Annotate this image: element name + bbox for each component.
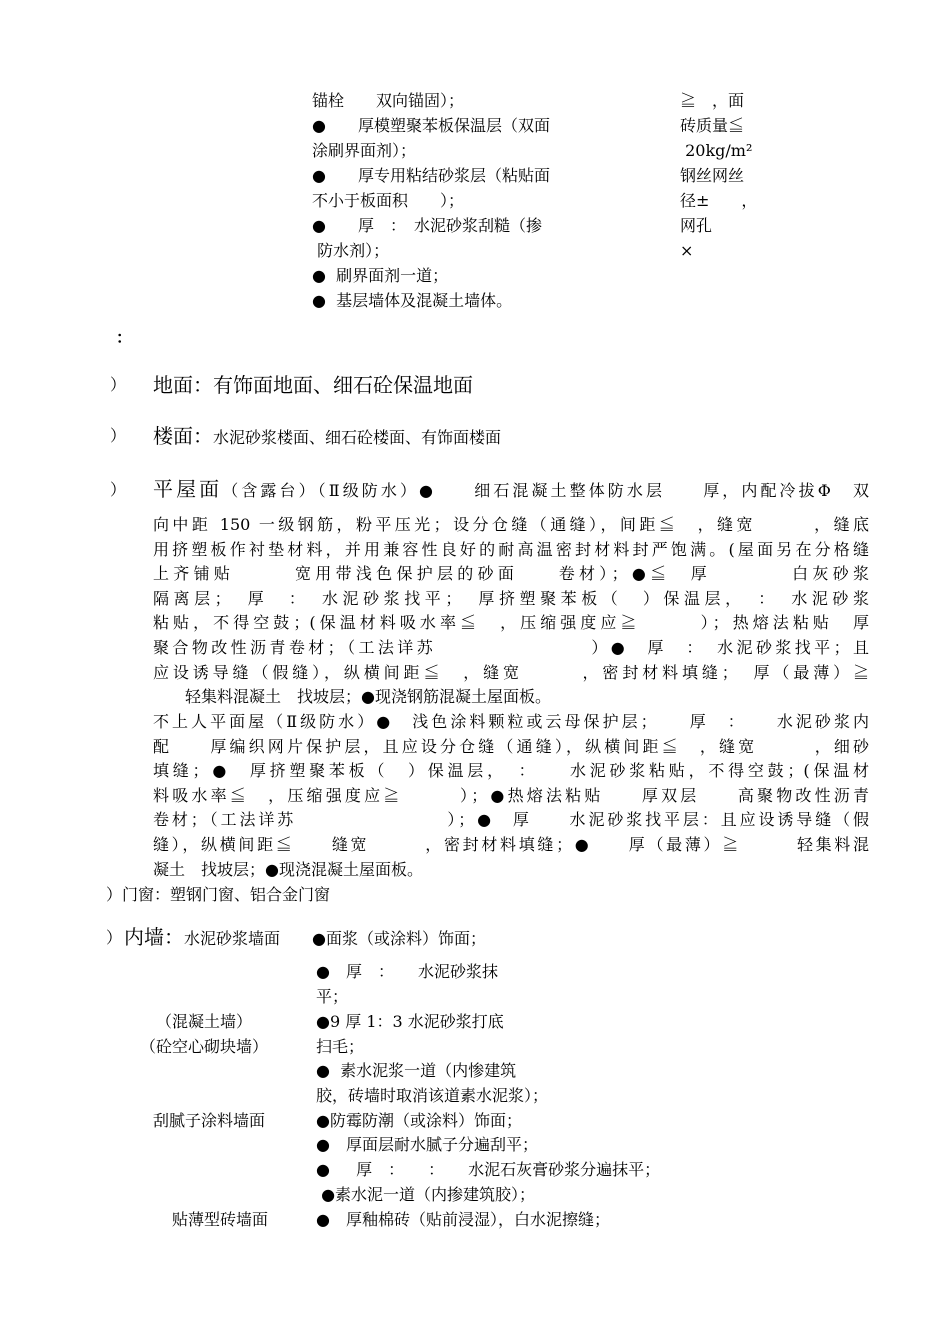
text-line: 粘贴，不得空鼓；(保温材料吸水率≦ ，压缩强度应≧ ）；热熔法粘贴 厚 <box>153 613 869 632</box>
section-heading <box>124 927 486 947</box>
wall-type-label: 贴薄型砖墙面 <box>172 1210 269 1229</box>
text-line: 涂刷界面剂）； <box>312 141 417 160</box>
heading-text: 有饰面地面、细石砼保温地面 <box>213 373 473 397</box>
text-line: 用挤塑板作衬垫材料，并用兼容性良好的耐高温密封材料封严饱满。(屋面另在分格缝 <box>153 540 869 559</box>
wall-type-label: （混凝土墙） <box>156 1012 253 1031</box>
heading-text: 水泥砂浆墙面 ●面浆（或涂料）饰面； <box>184 929 486 948</box>
text-line: 胶，砖墙时取消该道素水泥浆）； <box>316 1086 549 1105</box>
text-line: ≧ ，面 <box>680 91 745 110</box>
text-line: 径± ， <box>680 191 758 210</box>
text-line: ● 厚 ： 水泥砂浆刮糙（掺 <box>312 216 542 235</box>
text-line: 不小于板面积 ）； <box>312 191 465 210</box>
text-line: 扫毛； <box>316 1037 365 1056</box>
text-line: 平； <box>316 987 349 1006</box>
text-line: ● 素水泥浆一道（内惨建筑 <box>316 1061 517 1080</box>
text-line: 聚合物改性沥青卷材；（工法详苏 ）● 厚 ： 水泥砂浆找平；且 <box>153 638 869 657</box>
text-line: 卷材；（工法详苏 ）；● 厚 水泥砂浆找平层：且应设诱导缝（假 <box>153 810 869 829</box>
wall-type-label: （砼空心砌块墙） <box>140 1037 269 1056</box>
section-heading <box>153 375 473 395</box>
text-line: （含露台）（Ⅱ级防水）● 细石混凝土整体防水层 厚，内配冷拔Φ 双 <box>222 481 869 500</box>
text-line: 20kg/m² <box>680 141 753 160</box>
text-line: 锚栓 双向锚固）； <box>312 91 465 110</box>
text-line: ● 刷界面剂一道； <box>312 266 449 285</box>
text-line: 钢丝网丝 <box>680 166 745 185</box>
text-line: ● 厚模塑聚苯板保温层（双面 <box>312 116 550 135</box>
text-line: 不上人平面屋（Ⅱ级防水）● 浅色涂料颗粒或云母保护层； 厚 ： 水泥砂浆内 <box>153 712 869 731</box>
section-heading <box>153 426 501 446</box>
text-line: 料吸水率≦ ，压缩强度应≧ ）；●热熔法粘贴 厚双层 高聚物改性沥青 <box>153 786 869 805</box>
text-line: 填缝；● 厚挤塑聚苯板（ ）保温层， ： 水泥砂浆粘贴，不得空鼓；(保温材 <box>153 761 869 780</box>
text-line: ● 厚 ： ： 水泥石灰膏砂浆分遍抹平； <box>316 1160 661 1179</box>
text-line: × <box>680 241 694 260</box>
text-line: 配 厚编织网片保护层，且应设分仓缝（通缝），纵横间距≦ ，缝宽 ，细砂 <box>153 737 869 756</box>
text-line: 应设诱导缝（假缝），纵横间距≦ ，缝宽 ，密封材料填缝； 厚（最薄）≧ <box>153 663 869 682</box>
text-line: ● 厚专用粘结砂浆层（粘贴面 <box>312 166 550 185</box>
text-line: 缝），纵横间距≦ 缝宽 ，密封材料填缝；● 厚（最薄）≧ 轻集料混 <box>153 835 869 854</box>
section-number: ） <box>110 426 127 445</box>
text-line: 砖质量≦ <box>680 116 745 135</box>
text-line: 网孔 <box>680 216 713 235</box>
text-line: ● 厚 ： 水泥砂浆抹 <box>316 962 498 981</box>
text-line: 防水剂）； <box>312 241 390 260</box>
text-line: 向中距 150 一级钢筋，粉平压光；设分仓缝（通缝），间距≦ ，缝宽 ，缝底 <box>153 515 869 534</box>
text-line: ● 厚釉棉砖（贴前浸湿），白水泥擦缝； <box>316 1210 610 1229</box>
roof-first-line <box>153 479 869 499</box>
heading-label: 楼面： <box>153 424 213 448</box>
heading-label: 内墙： <box>124 925 184 949</box>
section-number: ） <box>106 928 123 947</box>
text-line: ●素水泥一道（内掺建筑胶）； <box>316 1185 536 1204</box>
wall-type-label: 刮腻子涂料墙面 <box>153 1111 266 1130</box>
text-line: ●9 厚 1：3 水泥砂浆打底 <box>316 1012 504 1031</box>
text-line: 隔离层； 厚 ： 水泥砂浆找平； 厚挤塑聚苯板（ ）保温层， ： 水泥砂浆 <box>153 589 869 608</box>
text-line: ● 厚面层耐水腻子分遍刮平； <box>316 1135 538 1154</box>
section-number: ） <box>110 375 127 394</box>
text-line: ● 基层墙体及混凝土墙体。 <box>312 291 513 310</box>
heading-label: 地面： <box>153 373 213 397</box>
heading-text: 水泥砂浆楼面、细石砼楼面、有饰面楼面 <box>213 428 502 447</box>
windows-doors-line: ）门窗：塑钢门窗、铝合金门窗 <box>106 885 331 904</box>
section-colon: ： <box>116 328 133 347</box>
heading-label: 平屋面 <box>153 477 223 501</box>
section-number: ） <box>110 480 127 499</box>
text-line: 凝土 找坡层；●现浇混凝土屋面板。 <box>153 860 423 879</box>
text-line: 轻集料混凝土 找坡层；●现浇钢筋混凝土屋面板。 <box>153 687 551 706</box>
text-line: ●防霉防潮（或涂料）饰面； <box>316 1111 522 1130</box>
text-line: 上齐铺贴 宽用带浅色保护层的砂面 卷材）；●≦ 厚 白灰砂浆 <box>153 564 869 583</box>
